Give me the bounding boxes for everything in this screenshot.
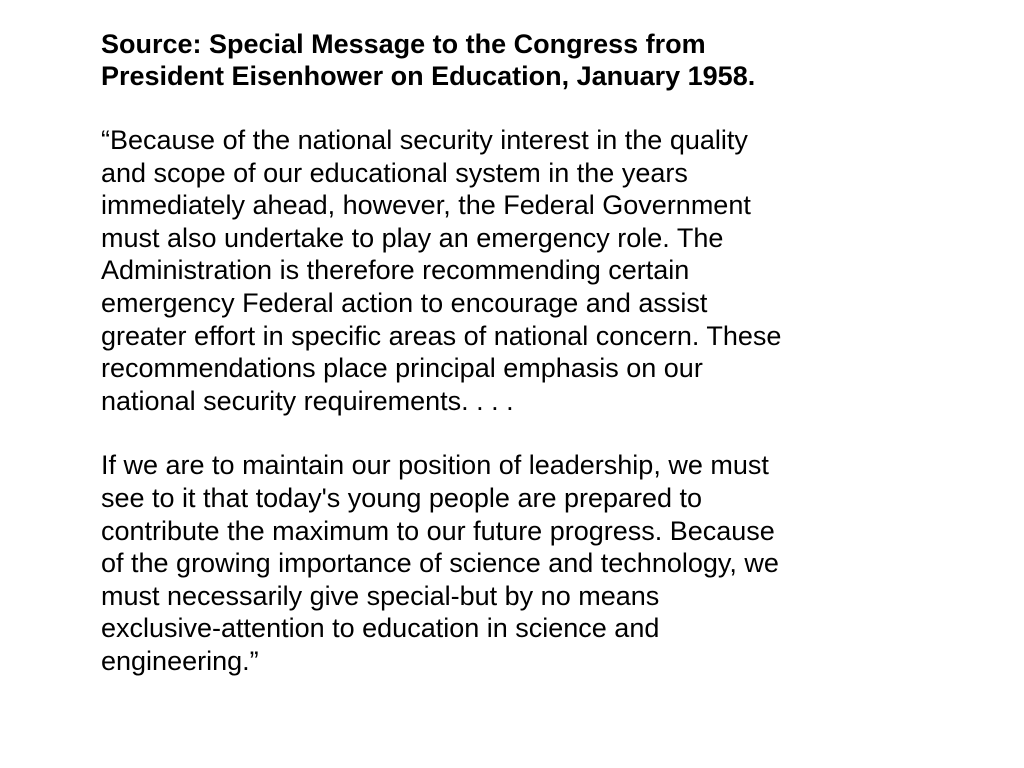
- source-line: President Eisenhower on Education, January 1958.: [101, 61, 756, 91]
- quote-line: engineering.”: [101, 645, 259, 676]
- quote-line: must necessarily give special-but by no means: [101, 580, 660, 611]
- quote-line: greater effort in specific areas of national concern. These: [101, 320, 782, 351]
- quote-line: immediately ahead, however, the Federal Government: [101, 190, 751, 221]
- source-line: Source: Special Message to the Congress from: [101, 29, 706, 59]
- quote-line: Administration is therefore recommending certain: [101, 255, 690, 286]
- quote-line: and scope of our educational system in the years: [101, 157, 688, 188]
- quote-paragraph-1: [101, 124, 981, 417]
- slide-content: [101, 28, 981, 678]
- quote-line: If we are to maintain our position of leadership, we must: [101, 450, 769, 481]
- quote-line: exclusive-attention to education in science and: [101, 613, 660, 644]
- quote-line: national security requirements. . . .: [101, 385, 514, 416]
- quote-line: emergency Federal action to encourage and assist: [101, 287, 708, 318]
- quote-line: see to it that today's young people are prepared to: [101, 482, 703, 513]
- source-citation: [101, 28, 981, 92]
- quote-line: recommendations place principal emphasis on our: [101, 353, 703, 384]
- quote-line: must also undertake to play an emergency role. The: [101, 222, 724, 253]
- quote-line: “Because of the national security interest in the quality: [101, 125, 748, 155]
- quote-paragraph-2: [101, 449, 981, 677]
- quote-line: of the growing importance of science and technology, we: [101, 548, 779, 579]
- quote-line: contribute the maximum to our future progress. Because: [101, 515, 775, 546]
